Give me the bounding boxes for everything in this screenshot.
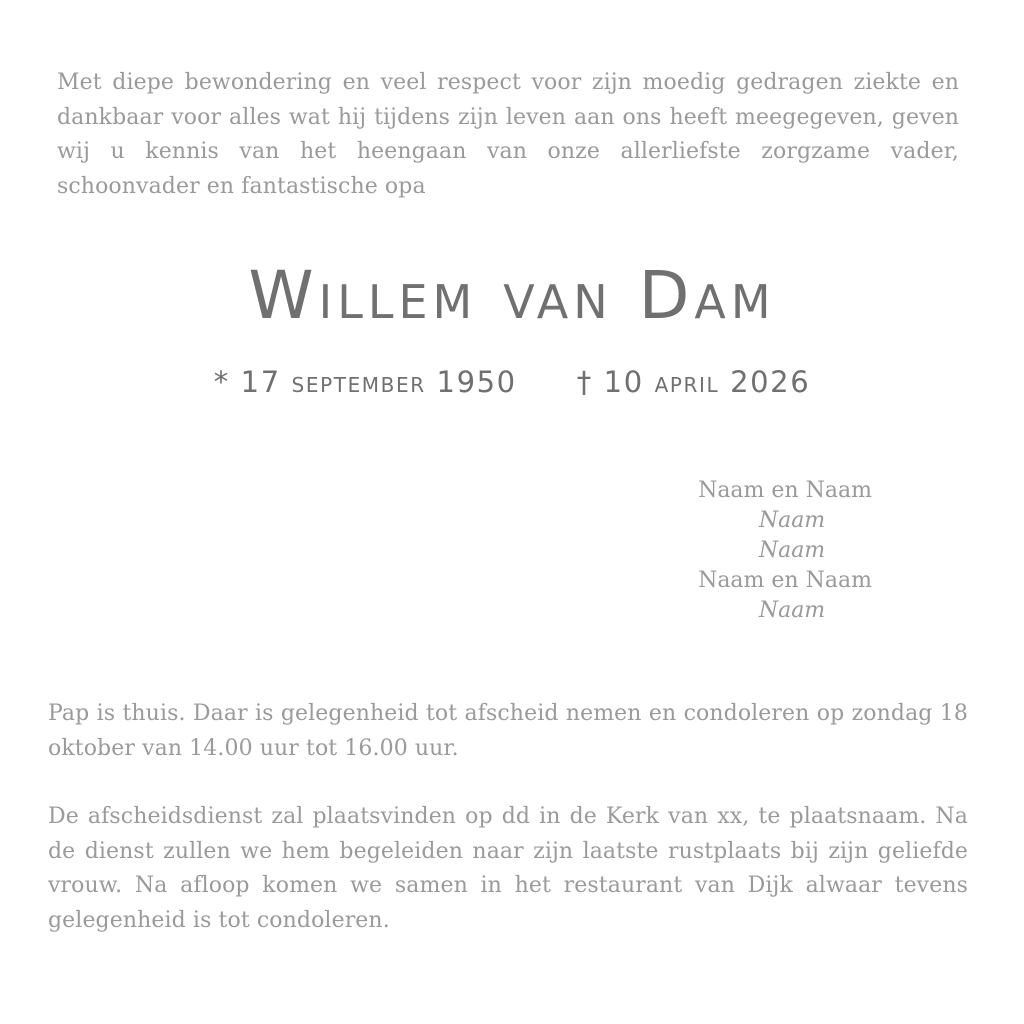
family-name-line: Naam — [758, 538, 826, 563]
family-name-line: Naam — [758, 598, 826, 623]
visitation-text: Pap is thuis. Daar is gelegenheid tot afscheid nemen en condoleren op zondag 18 oktober van 14.00 uur tot 16.00 uur. — [48, 701, 968, 761]
birth-date: * 17 september 1950 — [213, 365, 517, 399]
life-dates — [0, 364, 1024, 400]
family-name-line: Naam en Naam — [698, 568, 872, 593]
visitation-paragraph — [48, 697, 968, 766]
intro-paragraph — [57, 66, 959, 204]
death-date: † 10 april 2026 — [576, 365, 811, 399]
family-name-line: Naam en Naam — [698, 478, 872, 503]
family-names — [680, 476, 890, 626]
service-paragraph — [48, 800, 968, 938]
intro-text: Met diepe bewondering en veel respect voor zijn moedig gedragen ziekte en dankbaar voor alles wat hij tijdens zijn leven aan ons heeft meegegeven, geven wij u kennis van het heengaan van onze allerliefste zorgzame vader, schoonvader en fantastische opa — [57, 70, 959, 199]
family-name-line: Naam — [758, 508, 826, 533]
deceased-name: Willem van Dam — [248, 257, 776, 334]
service-text: De afscheidsdienst zal plaatsvinden op dd in de Kerk van xx, te plaatsnaam. Na de dienst zullen we hem begeleiden naar zijn laatste rustplaats bij zijn geliefde vrouw. Na afloop komen we samen in het restaurant van Dijk alwaar tevens gelegenheid is tot condoleren. — [48, 804, 968, 933]
